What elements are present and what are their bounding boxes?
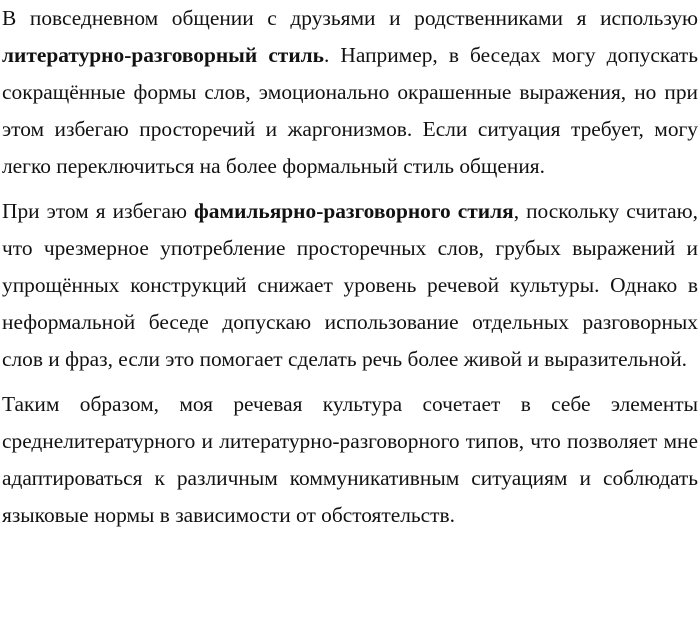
paragraph-3: Таким образом, моя речевая культура сочетает в себе элементы среднелитературного и литературно-разговорного типов, что позволяет мне адаптироваться к различным коммуникативным ситуациям и соблюдать языковые нормы в зависимости от обстоятельств. [2, 392, 698, 527]
paragraph-2-end: , поскольку считаю, что чрезмерное употребление просторечных слов, грубых выражений и упрощённых конструкций снижает уровень речевой культуры. Однако в неформальной беседе допускаю использование отдельных разговорных слов и фраз, если это помогает сделать речь более живой и выразительной. [2, 199, 698, 371]
document-body [2, 0, 698, 534]
paragraph-2-start: При этом я избегаю [2, 199, 194, 223]
term-literary-colloquial-style: литературно-разговорный стиль [2, 43, 324, 67]
paragraph-1-start: В повседневном общении с друзьями и родственниками я использую [2, 6, 698, 30]
term-familiar-colloquial-style: фамильярно-разговорного стиля [194, 199, 514, 223]
paragraph-2 [2, 193, 698, 378]
paragraph-1 [2, 0, 698, 185]
paragraph-1-end: . Например, в беседах могу допускать сокращённые формы слов, эмоционально окрашенные выражения, но при этом избегаю просторечий и жаргонизмов. Если ситуация требует, могу легко переключиться на более формальный стиль общения. [2, 43, 698, 178]
